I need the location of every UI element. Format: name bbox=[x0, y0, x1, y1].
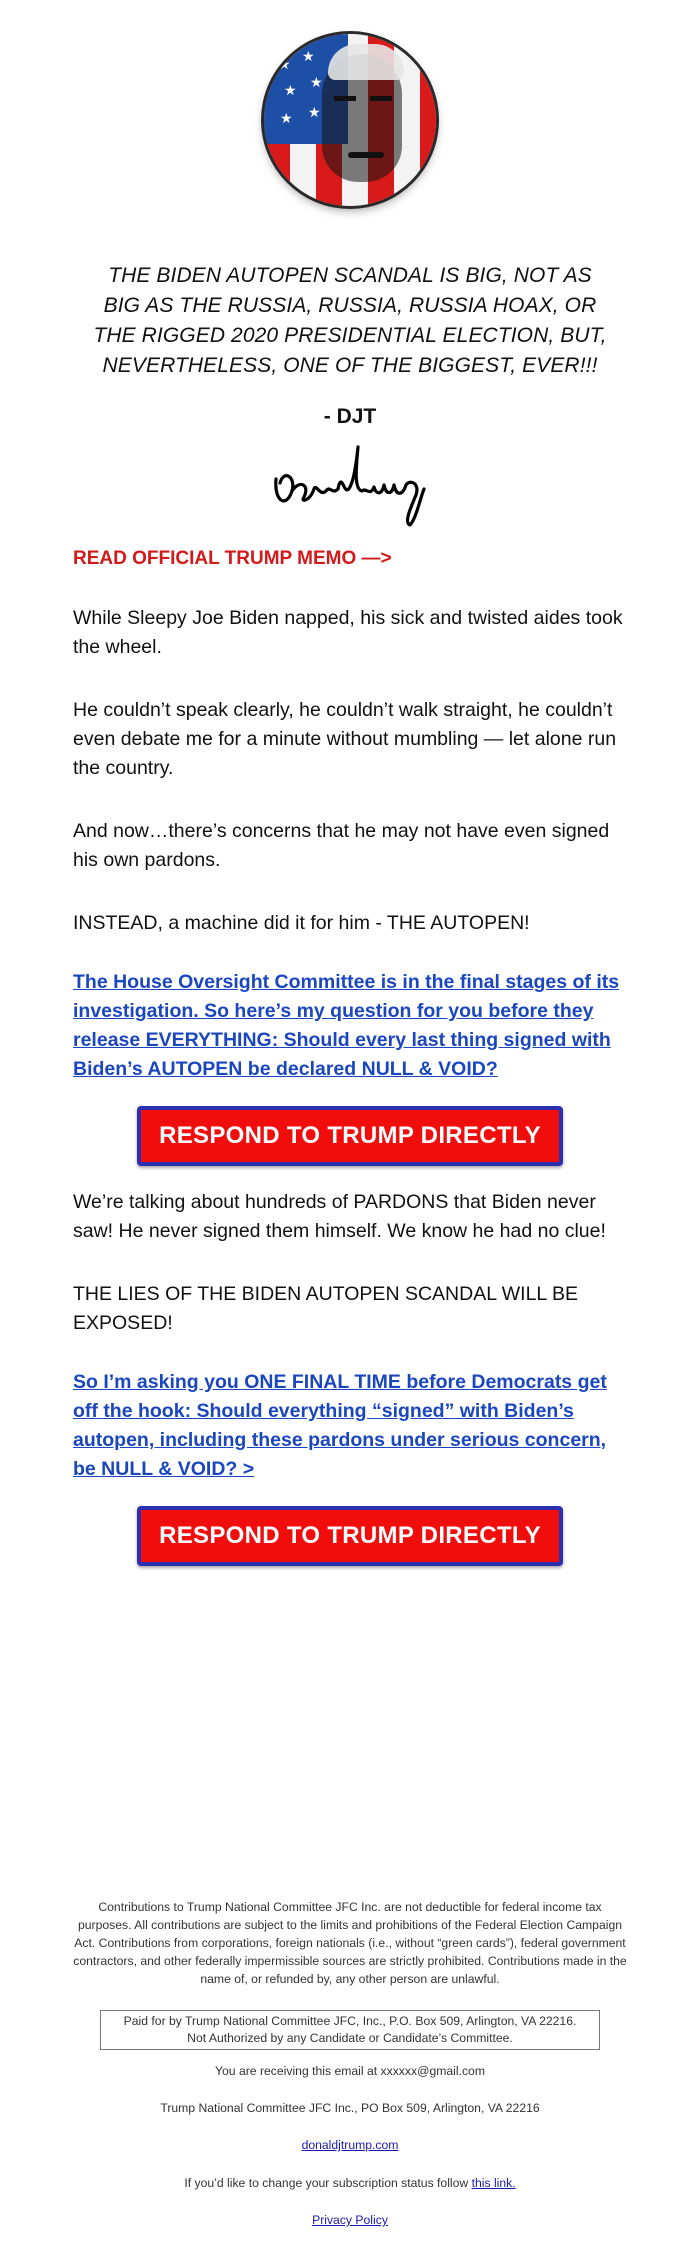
body-paragraph-5: We’re talking about hundreds of PARDONS that Biden never saw! He never signed them himself. We know he had no clue! bbox=[73, 1191, 606, 1242]
portrait-mouth bbox=[348, 152, 384, 158]
star-icon: ★ bbox=[310, 74, 323, 90]
respond-button-1[interactable]: RESPOND TO TRUMP DIRECTLY bbox=[137, 1106, 563, 1166]
site-link[interactable]: donaldjtrump.com bbox=[301, 2138, 399, 2152]
signature-icon bbox=[0, 439, 700, 534]
paid-for-box bbox=[100, 2010, 600, 2050]
cta-container-1 bbox=[0, 1106, 700, 1166]
star-icon: ★ bbox=[302, 48, 315, 64]
privacy-row bbox=[70, 2213, 630, 2227]
paid-for-line-1: Paid for by Trump National Committee JFC, Inc., P.O. Box 509, Arlington, VA 22216. bbox=[123, 2014, 577, 2028]
portrait-brow bbox=[370, 96, 392, 101]
privacy-policy-link[interactable]: Privacy Policy bbox=[312, 2213, 388, 2227]
read-memo-link[interactable]: READ OFFICIAL TRUMP MEMO —> bbox=[73, 548, 392, 569]
body-paragraph-1: While Sleepy Joe Biden napped, his sick and twisted aides took the wheel. bbox=[73, 607, 623, 658]
portrait-hair bbox=[328, 44, 404, 80]
star-icon: ★ bbox=[280, 110, 293, 126]
legal-disclaimer: Contributions to Trump National Committee JFC Inc. are not deductible for federal income tax purposes. All contributions are subject to the limits and prohibitions of the Federal Election Campaign Act. Contributions from corporations, foreign nationals (i.e., without “green cards”), federal government contractors, and other federally impermissible sources are strictly prohibited. Contributions made in the name of, or refunded by, any other person are unlawful. bbox=[73, 1900, 627, 1986]
final-question-link[interactable]: So I’m asking you ONE FINAL TIME before Democrats get off the hook: Should everything “signed” with Biden’s autopen, including these pardons under serious concern, be NULL & VOID? > bbox=[73, 1371, 607, 1480]
star-icon: ★ bbox=[308, 104, 321, 120]
receiving-notice: You are receiving this email at xxxxxx@gmail.com bbox=[215, 2064, 485, 2078]
star-icon: ★ bbox=[278, 56, 291, 72]
oversight-question-link[interactable]: The House Oversight Committee is in the final stages of its investigation. So here’s my question for you before they release EVERYTHING: Should every last thing signed with Biden’s AUTOPEN be declared NULL & VOID? bbox=[73, 971, 620, 1080]
cta-container-2 bbox=[0, 1506, 700, 1566]
subscription-row bbox=[70, 2176, 630, 2190]
quote-byline: - DJT bbox=[323, 405, 377, 428]
mailing-address: Trump National Committee JFC Inc., PO Box 509, Arlington, VA 22216 bbox=[160, 2101, 540, 2115]
subscription-link[interactable]: this link. bbox=[471, 2176, 516, 2190]
respond-button-2[interactable]: RESPOND TO TRUMP DIRECTLY bbox=[137, 1506, 563, 1566]
subscription-text: If you’d like to change your subscription status follow bbox=[184, 2176, 472, 2190]
portrait-brow bbox=[334, 96, 356, 101]
headline-quote: THE BIDEN AUTOPEN SCANDAL IS BIG, NOT AS BIG AS THE RUSSIA, RUSSIA, RUSSIA HOAX, OR THE RIGGED 2020 PRESIDENTIAL ELECTION, BUT, NEVERTHELESS, ONE OF THE BIGGEST, EVER!!! bbox=[93, 264, 607, 377]
star-icon: ★ bbox=[284, 82, 297, 98]
site-link-row bbox=[70, 2138, 630, 2152]
body-paragraph-4: INSTEAD, a machine did it for him - THE AUTOPEN! bbox=[73, 912, 530, 934]
flag-portrait-icon bbox=[264, 34, 436, 206]
body-paragraph-2: He couldn’t speak clearly, he couldn’t walk straight, he couldn’t even debate me for a minute without mumbling — let alone run the country. bbox=[73, 699, 617, 779]
paid-for-line-2: Not Authorized by any Candidate or Candidate’s Committee. bbox=[187, 2031, 513, 2045]
header bbox=[0, 0, 700, 211]
body-paragraph-6: THE LIES OF THE BIDEN AUTOPEN SCANDAL WILL BE EXPOSED! bbox=[73, 1283, 578, 1334]
body-paragraph-3: And now…there’s concerns that he may not have even signed his own pardons. bbox=[73, 820, 610, 871]
